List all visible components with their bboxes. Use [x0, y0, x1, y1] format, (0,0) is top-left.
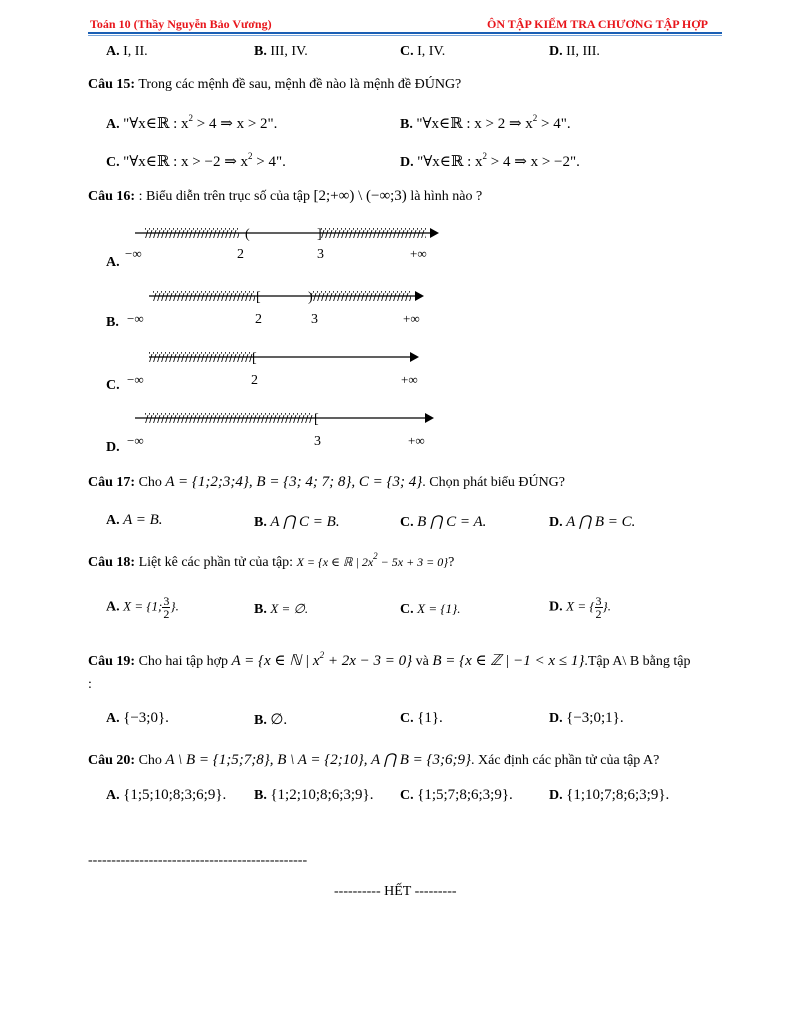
neg-inf-label: −∞: [125, 246, 142, 261]
q15-stem: Câu 15: Trong các mệnh đề sau, mệnh đề nào là mệnh đề ĐÚNG?: [88, 77, 462, 92]
q19-option-a: A. {−3;0}.: [106, 710, 169, 726]
q14-option-d: D. II, III.: [549, 44, 600, 59]
q16-option-c-label: C.: [106, 378, 120, 393]
tick-label-3: 3: [317, 247, 324, 262]
q18-stem: Câu 18: Liệt kê các phần tử của tập: X = {x ∈ ℝ | $2x^2 - 5x + 3 = 0$}?: [88, 551, 455, 570]
q19-option-c: C. {1}.: [400, 710, 443, 726]
svg-text:3: 3: [311, 312, 318, 327]
q20-stem: Câu 20: Cho A \ B = {1;5;7;8}, B \ A = {2;10}, A ⋂ B = {3;6;9}. Xác định các phần tử của tập A?: [88, 752, 660, 768]
q14-option-b: B. III, IV.: [254, 44, 308, 59]
svg-text:2: 2: [255, 312, 262, 327]
svg-text:[: [: [314, 412, 319, 427]
fraction-three-halves: $\frac{3}{2}$: [595, 594, 602, 621]
svg-text:]: ]: [317, 227, 322, 242]
fraction-three-halves: $\frac{3}{2}$: [163, 594, 170, 621]
q16-number-line-c: [125, 344, 445, 394]
q17-stem: Câu 17: Cho A = {1;2;3;4}, B = {3; 4; 7; 8}, C = {3; 4}. Chọn phát biểu ĐÚNG?: [88, 474, 565, 490]
header-right-title: ÔN TẬP KIỂM TRA CHƯƠNG TẬP HỢP: [487, 17, 708, 31]
svg-text:): ): [308, 290, 313, 305]
svg-text:−∞: −∞: [127, 433, 144, 448]
q14-option-a: A. I, II.: [106, 44, 148, 59]
svg-text:+∞: +∞: [408, 433, 425, 448]
q17-option-a: A. A = B.: [106, 512, 163, 528]
q20-option-d: D. {1;10;7;8;6;3;9}.: [549, 787, 670, 803]
q14-option-c: C. I, IV.: [400, 44, 446, 59]
q20-option-a: A. {1;5;10;8;3;6;9}.: [106, 787, 227, 803]
svg-text:−∞: −∞: [127, 311, 144, 326]
q18-option-d: D. X = { $\frac{3}{2}$ }.: [549, 594, 611, 621]
q18-option-c: C. X = {1}.: [400, 601, 461, 617]
q16-number-line-d: [125, 405, 445, 455]
q16-number-line-b: [125, 283, 445, 333]
q19-stem-continued: :: [88, 677, 92, 692]
end-marker: ---------- HẾT ---------: [334, 884, 457, 899]
header-left-title: Toán 10 (Thầy Nguyễn Bảo Vương): [90, 17, 272, 31]
footer-divider: -----------------------------------------------: [88, 853, 308, 868]
q16-option-b-label: B.: [106, 315, 119, 330]
q16-stem: Câu 16: : Biểu diễn trên trục số của tập [2;+∞) \ (−∞;3) là hình nào ?: [88, 188, 483, 204]
svg-text:+∞: +∞: [403, 311, 420, 326]
q15-option-b: B. "∀x∈ℝ : x > 2 ⇒ $x^2 > 4$".: [400, 113, 571, 132]
q15-option-a: A. "∀x∈ℝ : $x^2 > 4$ ⇒ x > 2".: [106, 113, 278, 132]
q15-option-c: C. "∀x∈ℝ : x > −2 ⇒ $x^2 > 4$".: [106, 151, 286, 170]
header-rule-thin: [88, 35, 722, 36]
pos-inf-label: +∞: [410, 246, 427, 261]
q18-option-a: A. X = {1; $\frac{3}{2}$ }.: [106, 594, 179, 621]
q17-option-b: B. A ⋂ C = B.: [254, 514, 340, 530]
q16-option-a-label: A.: [106, 255, 120, 270]
q17-option-d: D. A ⋂ B = C.: [549, 514, 636, 530]
q19-stem: Câu 19: Cho hai tập hợp A = {x ∈ ℕ | $x^2 + 2x - 3 = 0$} và B = {x ∈ ℤ | −1 < x ≤ 1}.Tập A\ B bằng tập: [88, 650, 691, 669]
svg-text:3: 3: [314, 434, 321, 449]
q17-option-c: C. B ⋂ C = A.: [400, 514, 487, 530]
q19-option-b: B. ∅.: [254, 712, 288, 728]
header-rule: [88, 32, 722, 34]
q18-option-b: B. X = ∅.: [254, 601, 309, 617]
q19-option-d: D. {−3;0;1}.: [549, 710, 624, 726]
q20-option-b: B. {1;2;10;8;6;3;9}.: [254, 787, 374, 803]
q15-option-d: D. "∀x∈ℝ : $x^2 > 4$ ⇒ x > −2".: [400, 151, 580, 170]
svg-text:(: (: [245, 227, 250, 242]
q20-option-c: C. {1;5;7;8;6;3;9}.: [400, 787, 513, 803]
svg-text:2: 2: [251, 373, 258, 388]
svg-text:[: [: [256, 290, 261, 305]
tick-label-2: 2: [237, 247, 244, 262]
svg-text:+∞: +∞: [401, 372, 418, 387]
svg-text:[: [: [252, 351, 257, 366]
svg-text:−∞: −∞: [127, 372, 144, 387]
q16-number-line-a: [125, 220, 445, 270]
q16-option-d-label: D.: [106, 440, 120, 455]
